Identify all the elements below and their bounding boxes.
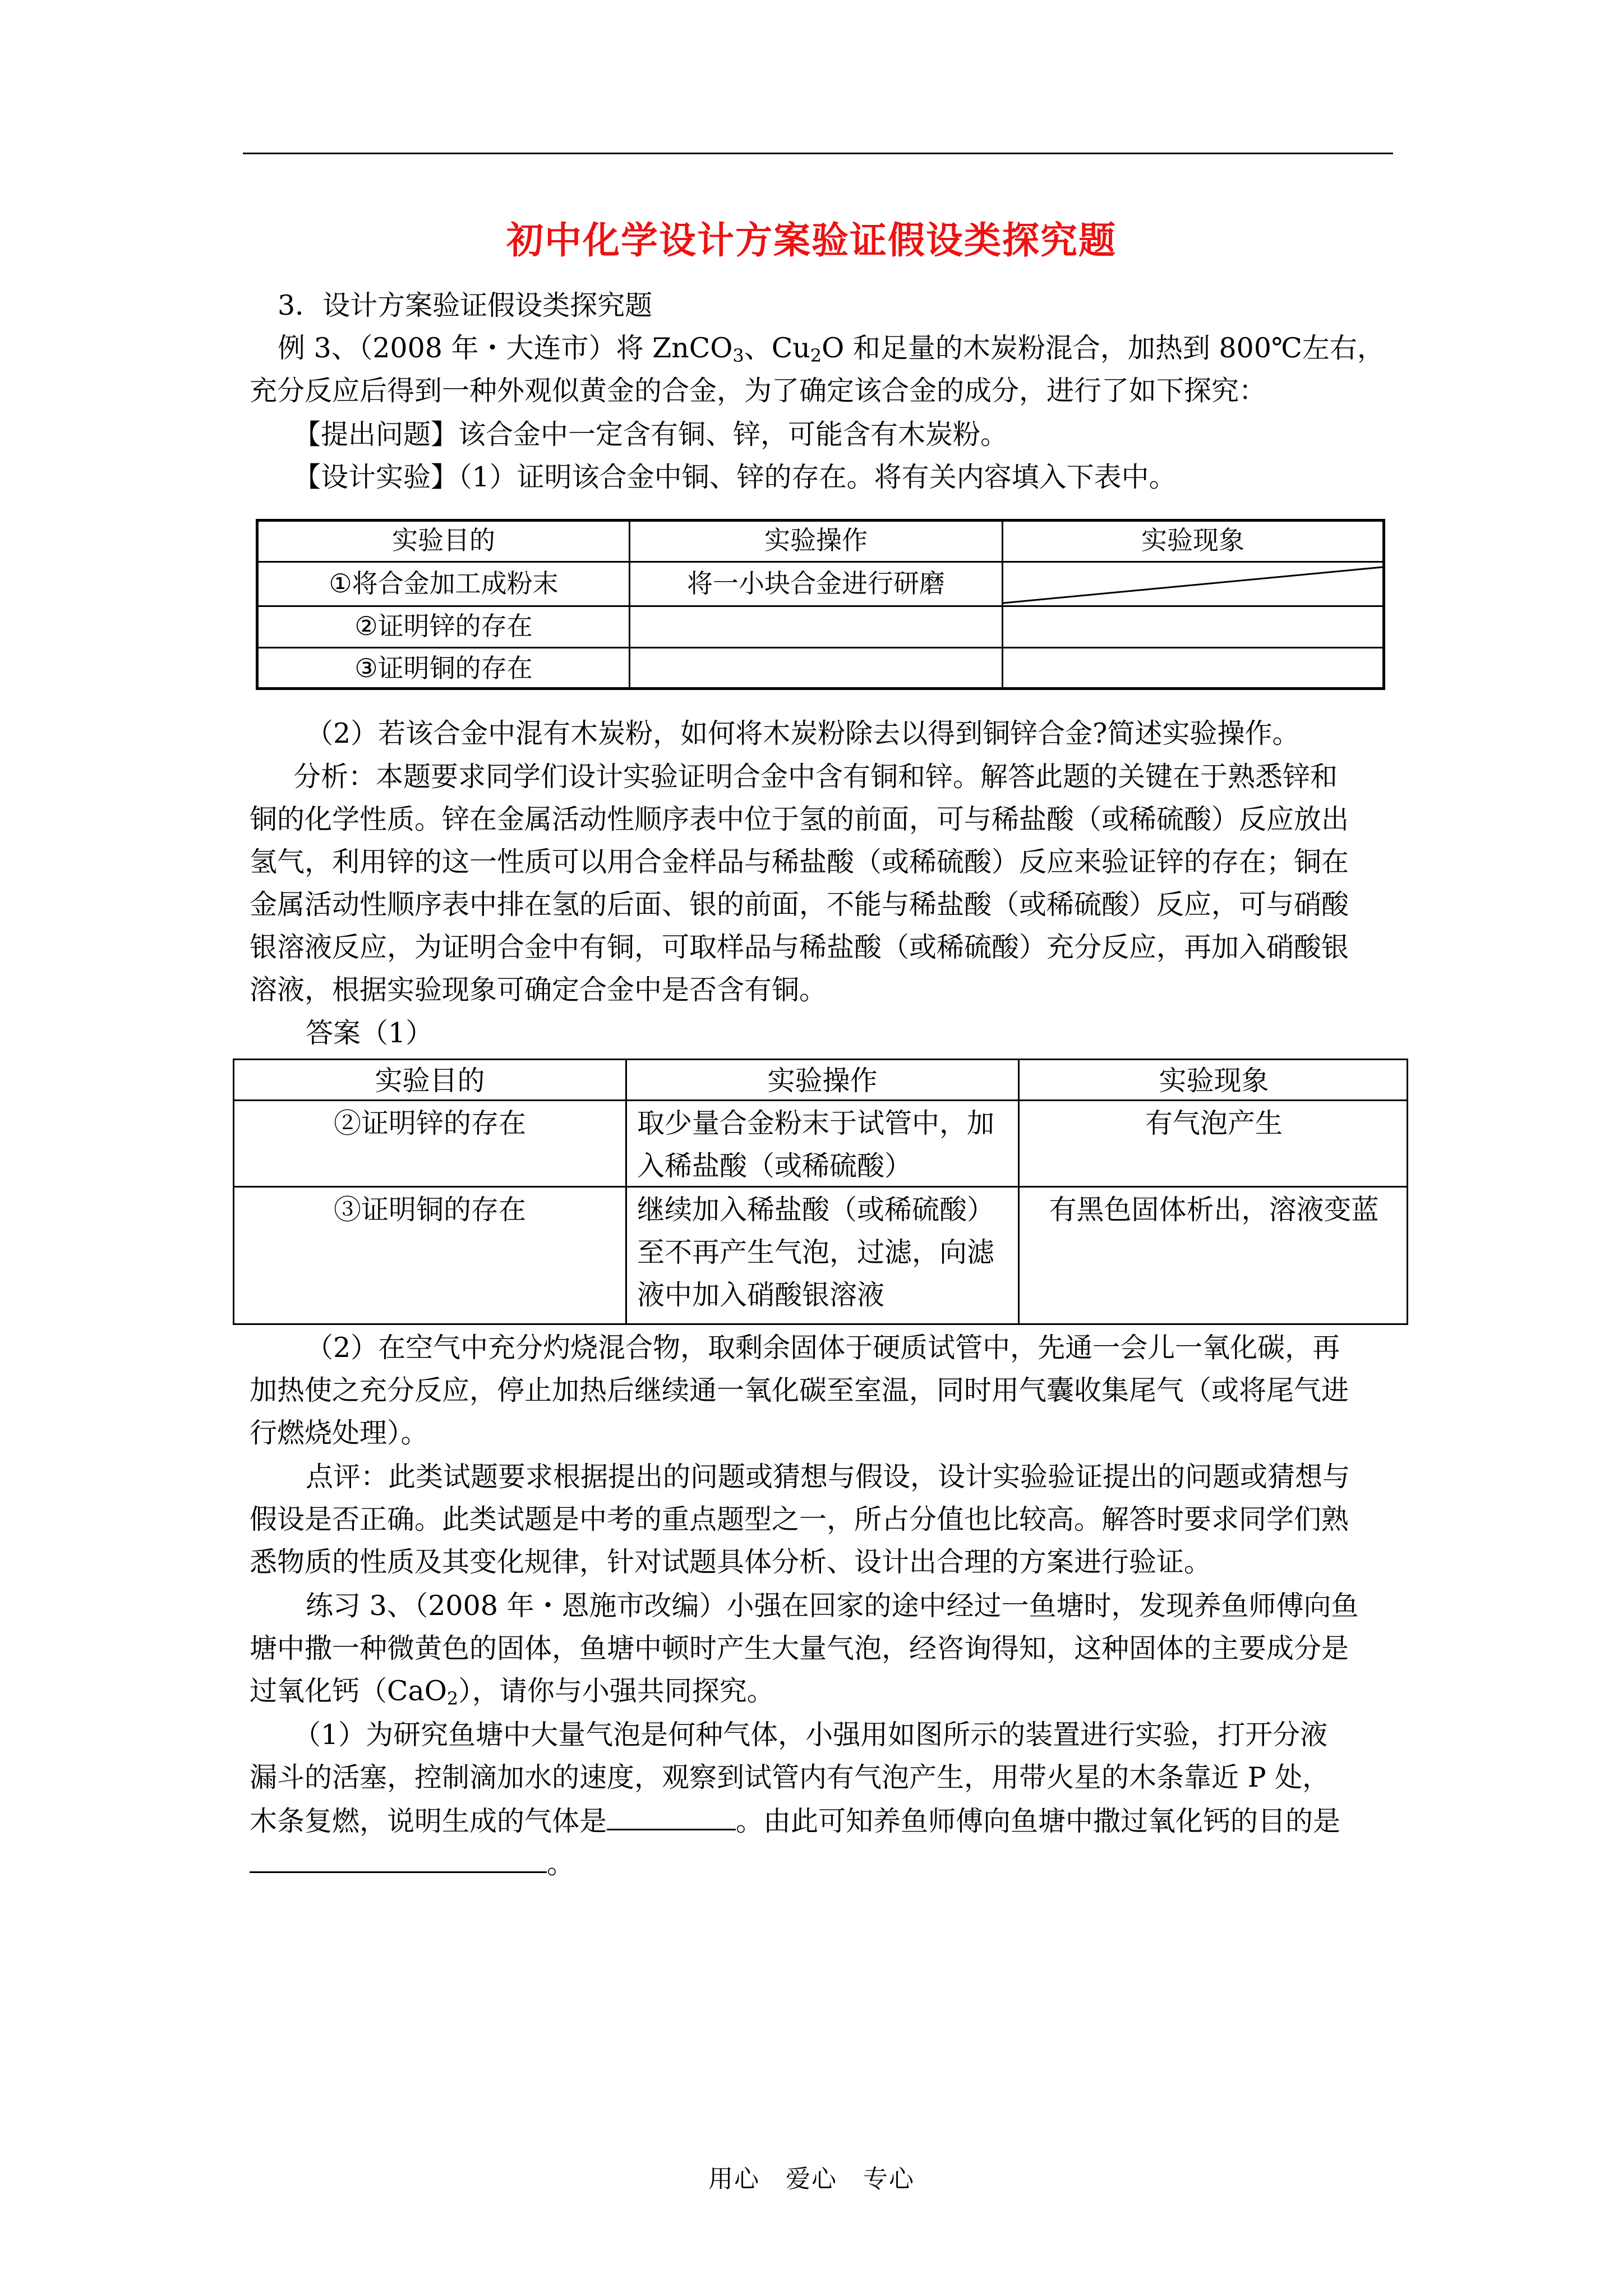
analysis-line: 银溶液反应，为证明合金中有铜，可取样品与稀盐酸（或稀硫酸）充分反应，再加入硝酸银 [250, 931, 1349, 963]
table-cell: 将一小块合金进行研磨 [687, 568, 945, 599]
page-footer: 用心 爱心 专心 [708, 2165, 915, 2193]
table-divider [259, 605, 1382, 607]
analysis-line: 分析：本题要求同学们设计实验证明合金中含有铜和锌。解答此题的关键在于熟悉锌和 [293, 761, 1338, 793]
question-2: （2）若该合金中混有木炭粉，如何将木炭粉除去以得到铜锌合金?简述实验操作。 [306, 717, 1300, 749]
part1-line: 木条复燃，说明生成的气体是 。由此可知养鱼师傅向鱼塘中撒过氧化钙的目的是 [250, 1805, 1341, 1837]
page-title: 初中化学设计方案验证假设类探究题 [506, 218, 1117, 262]
table-divider [259, 647, 1382, 648]
analysis-line: 氢气，利用锌的这一性质可以用合金样品与稀盐酸（或稀硫酸）反应来验证锌的存在；铜在 [250, 846, 1349, 878]
answer2-line: 加热使之充分反应，停止加热后继续通一氧化碳至室温，同时用气囊收集尾气（或将尾气进 [250, 1374, 1349, 1406]
table-header: 实验目的 [375, 1065, 485, 1097]
table-divider [234, 1186, 1407, 1188]
part1-line: 。 [250, 1849, 574, 1878]
question-line: 【提出问题】该合金中一定含有铜、锌，可能含有木炭粉。 [293, 418, 1008, 450]
table-divider [234, 1099, 1407, 1101]
analysis-line: 铜的化学性质。锌在金属活动性顺序表中位于氢的前面，可与稀盐酸（或稀硫酸）反应放出 [250, 803, 1349, 835]
comment-line: 假设是否正确。此类试题是中考的重点题型之一，所占分值也比较高。解答时要求同学们熟 [250, 1503, 1349, 1535]
answer2-line: 行燃烧处理）。 [250, 1417, 428, 1449]
table-cell: ②证明锌的存在 [333, 1107, 526, 1139]
answer-table [233, 1059, 1408, 1325]
table-cell: 取少量合金粉末于试管中，加 [637, 1107, 995, 1139]
table-header: 实验操作 [764, 525, 868, 555]
table-cell: 液中加入硝酸银溶液 [637, 1279, 885, 1311]
table-cell: ③证明铜的存在 [333, 1194, 526, 1226]
diagonal-slash [1003, 563, 1382, 605]
table-cell: ①将合金加工成粉末 [329, 568, 559, 599]
section-heading: 3．设计方案验证假设类探究题 [278, 289, 653, 321]
header-rule [243, 153, 1393, 154]
answer2-line: （2）在空气中充分灼烧混合物，取剩余固体于硬质试管中，先通一会儿一氧化碳，再 [306, 1332, 1340, 1364]
table-cell: 入稀盐酸（或稀硫酸） [637, 1150, 912, 1182]
table-cell: ②证明锌的存在 [354, 611, 533, 641]
table-header: 实验现象 [1141, 525, 1244, 555]
table-cell: 有黑色固体析出，溶液变蓝 [1049, 1194, 1379, 1226]
example-line-1: 例 3、（2008 年・大连市）将 ZnCO$_3$、$Cu_2O$ 和足量的木炭粉混合，加热到 800℃左右， [278, 332, 1385, 366]
table-header: 实验现象 [1159, 1065, 1269, 1097]
comment-line: 点评：此类试题要求根据提出的问题或猜想与假设，设计实验验证提出的问题或猜想与 [306, 1461, 1350, 1493]
table-cell: 继续加入稀盐酸（或稀硫酸） [637, 1194, 995, 1226]
table-header: 实验操作 [767, 1065, 878, 1097]
practice-line: 过氧化钙（CaO$_2$），请你与小强共同探究。 [250, 1675, 774, 1709]
answer-label: 答案（1） [306, 1017, 434, 1049]
design-line: 【设计实验】（1）证明该合金中铜、锌的存在。将有关内容填入下表中。 [293, 461, 1177, 493]
table-cell: 有气泡产生 [1145, 1107, 1283, 1139]
analysis-line: 溶液，根据实验现象可确定合金中是否含有铜。 [250, 974, 827, 1006]
table-cell: ③证明铜的存在 [354, 653, 533, 683]
part1-line: 漏斗的活塞，控制滴加水的速度，观察到试管内有气泡产生，用带火星的木条靠近 P 处， [250, 1761, 1330, 1793]
answer-blank[interactable] [607, 1806, 736, 1830]
comment-line: 悉物质的性质及其变化规律，针对试题具体分析、设计出合理的方案进行验证。 [250, 1546, 1212, 1578]
example-line-2: 充分反应后得到一种外观似黄金的合金，为了确定该合金的成分，进行了如下探究： [250, 375, 1267, 407]
analysis-line: 金属活动性顺序表中排在氢的后面、银的前面，不能与稀盐酸（或稀硫酸）反应，可与硝酸 [250, 889, 1349, 921]
table-cell: 至不再产生气泡，过滤，向滤 [637, 1236, 995, 1268]
experiment-table-blank [256, 519, 1385, 690]
table-header: 实验目的 [392, 525, 495, 555]
practice-line: 练习 3、（2008 年・恩施市改编）小强在回家的途中经过一鱼塘时，发现养鱼师傅向鱼 [306, 1590, 1359, 1622]
answer-blank[interactable] [250, 1849, 547, 1873]
part1-line: （1）为研究鱼塘中大量气泡是何种气体，小强用如图所示的装置进行实验，打开分液 [293, 1719, 1328, 1751]
practice-line: 塘中撒一种微黄色的固体，鱼塘中顿时产生大量气泡，经咨询得知，这种固体的主要成分是 [250, 1632, 1349, 1664]
